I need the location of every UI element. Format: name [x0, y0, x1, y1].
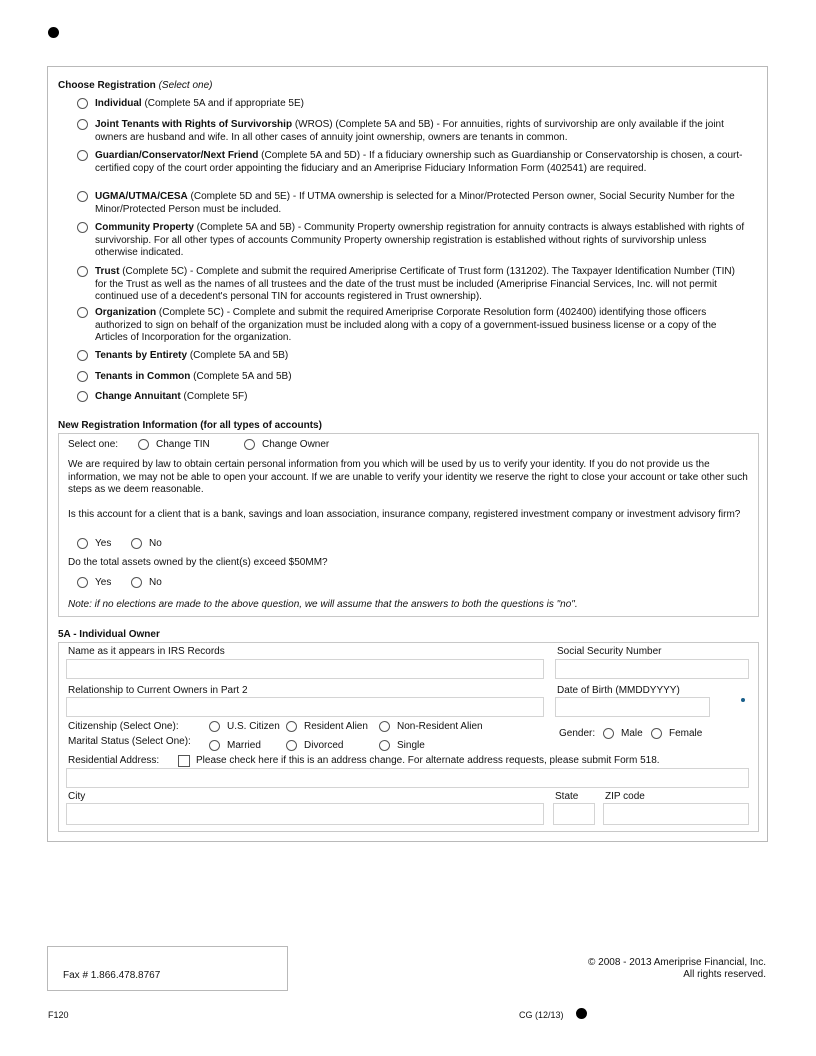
copyright-line-1: © 2008 - 2013 Ameriprise Financial, Inc.	[587, 957, 766, 968]
city-label: City	[68, 791, 86, 802]
city-input[interactable]	[66, 803, 544, 825]
cg-code: CG (12/13)	[519, 1010, 564, 1020]
state-label: State	[555, 791, 579, 802]
name-input[interactable]	[66, 659, 544, 679]
q1-yes-label: Yes	[95, 538, 112, 549]
change-tin-label: Change TIN	[156, 439, 210, 450]
radio-q1-yes[interactable]	[77, 538, 88, 549]
radio-single[interactable]	[379, 740, 390, 751]
radio-tenants-common[interactable]	[77, 371, 88, 382]
radio-change-tin[interactable]	[138, 439, 149, 450]
radio-organization[interactable]	[77, 307, 88, 318]
radio-change-owner[interactable]	[244, 439, 255, 450]
radio-change-annuitant[interactable]	[77, 391, 88, 402]
radio-q1-no[interactable]	[131, 538, 142, 549]
radio-ugma[interactable]	[77, 191, 88, 202]
select-one-label: Select one:	[68, 439, 119, 450]
address-input[interactable]	[66, 768, 749, 788]
fax-box	[47, 946, 288, 991]
single-label: Single	[397, 740, 425, 751]
radio-trust[interactable]	[77, 266, 88, 277]
name-label: Name as it appears in IRS Records	[68, 646, 225, 657]
field-marker-icon	[741, 698, 745, 702]
divorced-label: Divorced	[304, 740, 344, 751]
radio-guardian[interactable]	[77, 150, 88, 161]
gender-label: Gender:	[559, 728, 596, 739]
address-change-checkbox[interactable]	[178, 755, 190, 767]
marital-label: Marital Status (Select One):	[68, 736, 191, 747]
copyright-line-2: All rights reserved.	[683, 969, 766, 980]
form-id: F120	[48, 1010, 69, 1020]
radio-tenants-entirety[interactable]	[77, 350, 88, 361]
radio-community-property[interactable]	[77, 222, 88, 233]
question-assets: Do the total assets owned by the client(s) exceed $50MM?	[68, 557, 328, 568]
male-label: Male	[621, 728, 643, 739]
radio-resident-alien[interactable]	[286, 721, 297, 732]
relationship-label: Relationship to Current Owners in Part 2	[68, 685, 248, 696]
registration-mark	[48, 27, 59, 38]
relationship-input[interactable]	[66, 697, 544, 717]
question-institution: Is this account for a client that is a bank, savings and loan association, insurance company, registered investment company or investment advisory firm?	[68, 509, 741, 520]
dob-input[interactable]	[555, 697, 710, 717]
identity-notice: We are required by law to obtain certain personal information from you which will be used by us to verify your identity. If you do not provide us the information, we may not be able to open your account. If we are unable to verify your identity we reserve the right to close your account or take other such steps as we deem reasonable.	[68, 459, 748, 495]
radio-married[interactable]	[209, 740, 220, 751]
address-label: Residential Address:	[68, 755, 160, 766]
q2-no-label: No	[149, 577, 162, 588]
radio-us-citizen[interactable]	[209, 721, 220, 732]
radio-individual[interactable]	[77, 98, 88, 109]
owner-heading: 5A - Individual Owner	[58, 629, 160, 640]
radio-male[interactable]	[603, 728, 614, 739]
non-resident-alien-label: Non-Resident Alien	[397, 721, 483, 732]
registration-mark-bottom	[576, 1008, 587, 1019]
radio-q2-no[interactable]	[131, 577, 142, 588]
female-label: Female	[669, 728, 703, 739]
change-owner-label: Change Owner	[262, 439, 330, 450]
zip-input[interactable]	[603, 803, 749, 825]
zip-label: ZIP code	[605, 791, 645, 802]
radio-non-resident-alien[interactable]	[379, 721, 390, 732]
fax-number: Fax # 1.866.478.8767	[63, 970, 161, 981]
address-change-text: Please check here if this is an address change. For alternate address requests, please submit Form 518.	[196, 755, 660, 766]
q1-no-label: No	[149, 538, 162, 549]
resident-alien-label: Resident Alien	[304, 721, 368, 732]
state-input[interactable]	[553, 803, 595, 825]
radio-joint-tenants[interactable]	[77, 119, 88, 130]
radio-divorced[interactable]	[286, 740, 297, 751]
registration-heading: Choose Registration (Select one)	[58, 80, 213, 91]
citizenship-label: Citizenship (Select One):	[68, 721, 179, 732]
dob-label: Date of Birth (MMDDYYYY)	[557, 685, 680, 696]
q2-yes-label: Yes	[95, 577, 112, 588]
ssn-input[interactable]	[555, 659, 749, 679]
married-label: Married	[227, 740, 261, 751]
us-citizen-label: U.S. Citizen	[227, 721, 280, 732]
new-registration-heading: New Registration Information (for all types of accounts)	[58, 420, 322, 431]
radio-q2-yes[interactable]	[77, 577, 88, 588]
ssn-label: Social Security Number	[557, 646, 662, 657]
radio-female[interactable]	[651, 728, 662, 739]
election-note: Note: if no elections are made to the above question, we will assume that the answers to both the questions is "no".	[68, 599, 578, 610]
